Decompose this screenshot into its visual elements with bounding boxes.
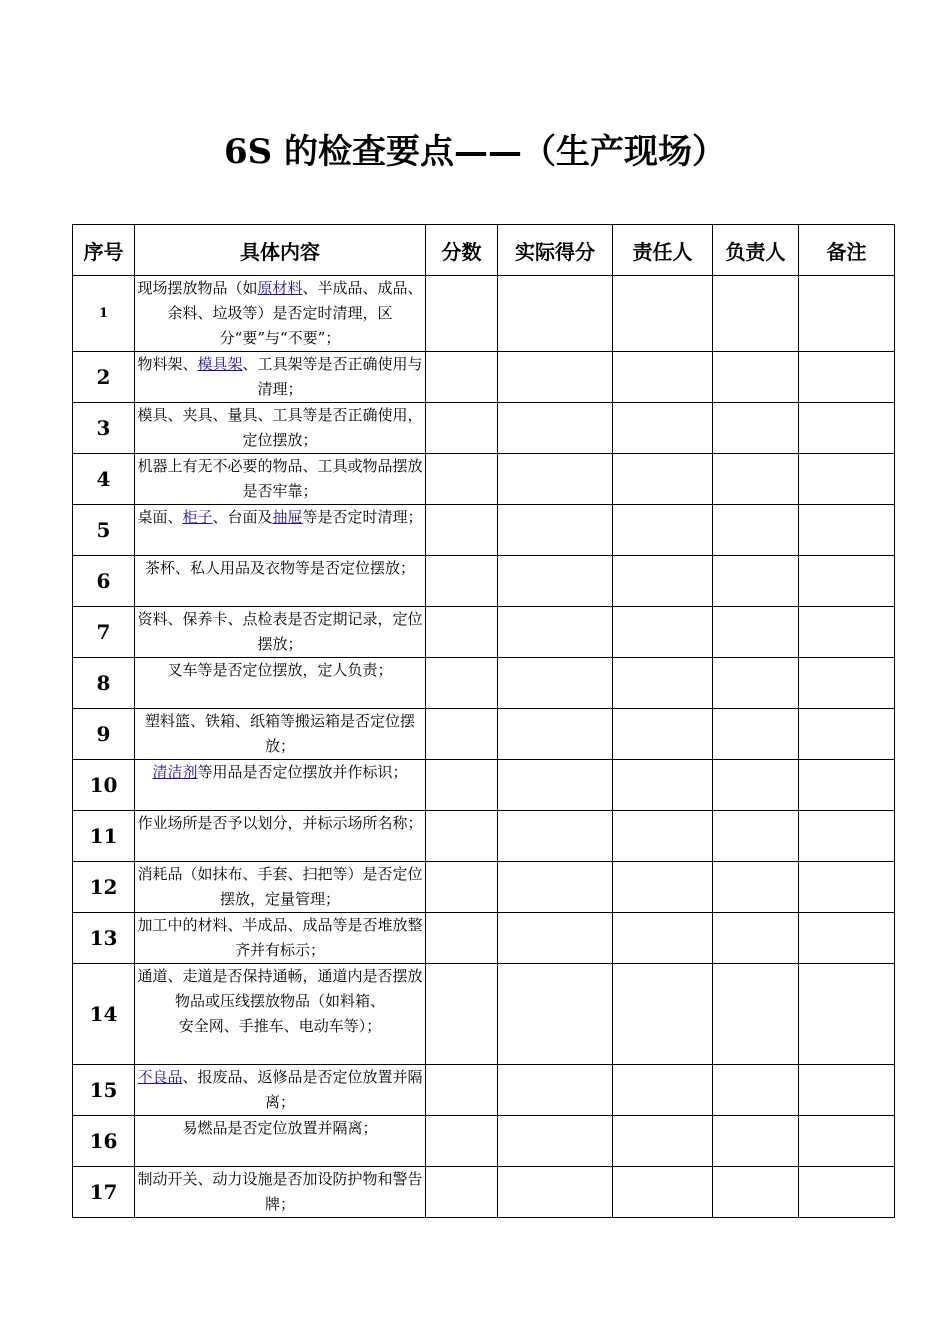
header-remarks: 备注 <box>799 225 895 276</box>
actual-score-cell[interactable] <box>498 276 613 352</box>
responsible-cell[interactable] <box>613 276 713 352</box>
actual-score-cell[interactable] <box>498 811 613 862</box>
row-number: 8 <box>73 658 135 709</box>
content-text: 易燃品是否定位放置并隔离； <box>182 1119 378 1137</box>
score-cell[interactable] <box>426 1116 498 1167</box>
person-in-charge-cell[interactable] <box>713 454 799 505</box>
remarks-cell[interactable] <box>799 1167 895 1218</box>
term-link[interactable]: 不良品 <box>137 1068 183 1086</box>
score-cell[interactable] <box>426 964 498 1065</box>
person-in-charge-cell[interactable] <box>713 1167 799 1218</box>
remarks-cell[interactable] <box>799 862 895 913</box>
actual-score-cell[interactable] <box>498 709 613 760</box>
actual-score-cell[interactable] <box>498 352 613 403</box>
content-text: 通道、走道是否保持通畅，通道内是否摆放物品或压线摆放物品（如料箱、 <box>137 967 423 1010</box>
row-number: 12 <box>73 862 135 913</box>
content-text: 、报废品、返修品是否定位放置并隔离； <box>182 1068 423 1111</box>
person-in-charge-cell[interactable] <box>713 913 799 964</box>
header-responsible: 责任人 <box>613 225 713 276</box>
row-content <box>135 352 426 403</box>
row-number: 10 <box>73 760 135 811</box>
actual-score-cell[interactable] <box>498 1167 613 1218</box>
term-link[interactable]: 模具架 <box>197 355 243 373</box>
table-row <box>73 811 895 862</box>
row-content <box>135 454 426 505</box>
row-content <box>135 1065 426 1116</box>
content-text: 叉车等是否定位摆放，定人负责； <box>167 661 393 679</box>
term-link[interactable]: 清洁剂 <box>152 763 198 781</box>
actual-score-cell[interactable] <box>498 1116 613 1167</box>
responsible-cell[interactable] <box>613 505 713 556</box>
content-text: 加工中的材料、半成品、成品等是否堆放整齐并有标示； <box>137 916 423 959</box>
person-in-charge-cell[interactable] <box>713 1116 799 1167</box>
responsible-cell[interactable] <box>613 1116 713 1167</box>
row-content <box>135 709 426 760</box>
content-text: 模具、夹具、量具、工具等是否正确使用，定位摆放； <box>137 406 423 449</box>
actual-score-cell[interactable] <box>498 403 613 454</box>
score-cell[interactable] <box>426 760 498 811</box>
score-cell[interactable] <box>426 862 498 913</box>
actual-score-cell[interactable] <box>498 862 613 913</box>
score-cell[interactable] <box>426 913 498 964</box>
row-number: 17 <box>73 1167 135 1218</box>
remarks-cell[interactable] <box>799 760 895 811</box>
score-cell[interactable] <box>426 709 498 760</box>
header-person-in-charge: 负责人 <box>713 225 799 276</box>
row-number: 15 <box>73 1065 135 1116</box>
responsible-cell[interactable] <box>613 811 713 862</box>
table-row <box>73 1116 895 1167</box>
remarks-cell[interactable] <box>799 276 895 352</box>
row-content <box>135 760 426 811</box>
responsible-cell[interactable] <box>613 862 713 913</box>
content-text: 消耗品（如抹布、手套、扫把等）是否定位摆放，定量管理； <box>137 865 423 908</box>
person-in-charge-cell[interactable] <box>713 862 799 913</box>
row-content <box>135 811 426 862</box>
header-row <box>73 225 895 276</box>
responsible-cell[interactable] <box>613 1167 713 1218</box>
row-number: 6 <box>73 556 135 607</box>
table-row <box>73 1065 895 1116</box>
person-in-charge-cell[interactable] <box>713 658 799 709</box>
row-content <box>135 862 426 913</box>
row-content <box>135 964 426 1065</box>
content-text: 、台面及 <box>212 508 273 526</box>
actual-score-cell[interactable] <box>498 454 613 505</box>
person-in-charge-cell[interactable] <box>713 964 799 1065</box>
content-text: 现场摆放物品（如 <box>137 279 258 297</box>
responsible-cell[interactable] <box>613 709 713 760</box>
table-row <box>73 862 895 913</box>
remarks-cell[interactable] <box>799 403 895 454</box>
row-number: 5 <box>73 505 135 556</box>
table-row <box>73 505 895 556</box>
remarks-cell[interactable] <box>799 505 895 556</box>
content-text: 作业场所是否予以划分，并标示场所名称； <box>137 814 423 832</box>
table-row <box>73 454 895 505</box>
responsible-cell[interactable] <box>613 352 713 403</box>
score-cell[interactable] <box>426 276 498 352</box>
remarks-cell[interactable] <box>799 964 895 1065</box>
score-cell[interactable] <box>426 658 498 709</box>
page-title: 6S 的检查要点——（生产现场） <box>223 132 727 172</box>
content-text: 塑料篮、铁箱、纸箱等搬运箱是否定位摆放； <box>144 712 415 755</box>
remarks-cell[interactable] <box>799 1116 895 1167</box>
table-row <box>73 760 895 811</box>
row-number: 13 <box>73 913 135 964</box>
row-content <box>135 1167 426 1218</box>
person-in-charge-cell[interactable] <box>713 607 799 658</box>
row-number: 1 <box>73 276 135 352</box>
responsible-cell[interactable] <box>613 1065 713 1116</box>
remarks-cell[interactable] <box>799 709 895 760</box>
remarks-cell[interactable] <box>799 658 895 709</box>
person-in-charge-cell[interactable] <box>713 403 799 454</box>
person-in-charge-cell[interactable] <box>713 811 799 862</box>
row-content <box>135 403 426 454</box>
responsible-cell[interactable] <box>613 607 713 658</box>
person-in-charge-cell[interactable] <box>713 352 799 403</box>
responsible-cell[interactable] <box>613 556 713 607</box>
table-row <box>73 913 895 964</box>
score-cell[interactable] <box>426 556 498 607</box>
score-cell[interactable] <box>426 1065 498 1116</box>
row-content <box>135 658 426 709</box>
table-row <box>73 964 895 1065</box>
row-content <box>135 607 426 658</box>
content-text: 安全网、手推车、电动车等）； <box>178 1017 382 1035</box>
table-row <box>73 1167 895 1218</box>
score-cell[interactable] <box>426 1167 498 1218</box>
person-in-charge-cell[interactable] <box>713 505 799 556</box>
actual-score-cell[interactable] <box>498 658 613 709</box>
person-in-charge-cell[interactable] <box>713 760 799 811</box>
actual-score-cell[interactable] <box>498 1065 613 1116</box>
actual-score-cell[interactable] <box>498 964 613 1065</box>
row-content <box>135 276 426 352</box>
person-in-charge-cell[interactable] <box>713 556 799 607</box>
table-row <box>73 607 895 658</box>
actual-score-cell[interactable] <box>498 913 613 964</box>
row-number: 2 <box>73 352 135 403</box>
person-in-charge-cell[interactable] <box>713 276 799 352</box>
row-number: 4 <box>73 454 135 505</box>
score-cell[interactable] <box>426 607 498 658</box>
responsible-cell[interactable] <box>613 454 713 505</box>
score-cell[interactable] <box>426 811 498 862</box>
row-number: 11 <box>73 811 135 862</box>
content-text: 制动开关、动力设施是否加设防护物和警告牌； <box>137 1170 423 1213</box>
table-row <box>73 276 895 352</box>
table-row <box>73 709 895 760</box>
content-text: 物料架、 <box>137 355 198 373</box>
score-cell[interactable] <box>426 403 498 454</box>
row-number: 9 <box>73 709 135 760</box>
table-body <box>73 276 895 1218</box>
term-link[interactable]: 原材料 <box>257 279 303 297</box>
content-text: 等是否定时清理； <box>302 508 423 526</box>
person-in-charge-cell[interactable] <box>713 709 799 760</box>
content-text: 资料、保养卡、点检表是否定期记录，定位摆放； <box>137 610 423 653</box>
actual-score-cell[interactable] <box>498 760 613 811</box>
header-serial: 序号 <box>73 225 135 276</box>
actual-score-cell[interactable] <box>498 607 613 658</box>
remarks-cell[interactable] <box>799 811 895 862</box>
responsible-cell[interactable] <box>613 964 713 1065</box>
score-cell[interactable] <box>426 505 498 556</box>
row-number: 14 <box>73 964 135 1065</box>
row-number: 3 <box>73 403 135 454</box>
person-in-charge-cell[interactable] <box>713 1065 799 1116</box>
row-content <box>135 1116 426 1167</box>
table-row <box>73 403 895 454</box>
content-text: 茶杯、私人用品及衣物等是否定位摆放； <box>144 559 415 577</box>
table-row <box>73 556 895 607</box>
remarks-cell[interactable] <box>799 607 895 658</box>
content-text: 等用品是否定位摆放并作标识； <box>197 763 408 781</box>
content-text: 、工具架等是否正确使用与清理； <box>242 355 423 398</box>
responsible-cell[interactable] <box>613 913 713 964</box>
header-score: 分数 <box>426 225 498 276</box>
remarks-cell[interactable] <box>799 454 895 505</box>
row-number: 7 <box>73 607 135 658</box>
row-number: 16 <box>73 1116 135 1167</box>
actual-score-cell[interactable] <box>498 505 613 556</box>
row-content <box>135 556 426 607</box>
header-content: 具体内容 <box>135 225 426 276</box>
table-row <box>73 658 895 709</box>
remarks-cell[interactable] <box>799 352 895 403</box>
remarks-cell[interactable] <box>799 1065 895 1116</box>
header-actual-score: 实际得分 <box>498 225 613 276</box>
remarks-cell[interactable] <box>799 913 895 964</box>
inspection-table <box>72 224 895 1218</box>
content-text: 机器上有无不必要的物品、工具或物品摆放是否牢靠； <box>137 457 423 500</box>
term-link[interactable]: 抽屉 <box>272 508 303 526</box>
row-content <box>135 505 426 556</box>
remarks-cell[interactable] <box>799 556 895 607</box>
table-row <box>73 352 895 403</box>
responsible-cell[interactable] <box>613 760 713 811</box>
row-content <box>135 913 426 964</box>
responsible-cell[interactable] <box>613 658 713 709</box>
actual-score-cell[interactable] <box>498 556 613 607</box>
term-link[interactable]: 柜子 <box>182 508 213 526</box>
score-cell[interactable] <box>426 352 498 403</box>
content-text: 桌面、 <box>137 508 183 526</box>
score-cell[interactable] <box>426 454 498 505</box>
responsible-cell[interactable] <box>613 403 713 454</box>
content-text: 、半成品、成品、余料、垃圾等）是否定时清理，区分“要”与“不要”； <box>167 279 423 347</box>
